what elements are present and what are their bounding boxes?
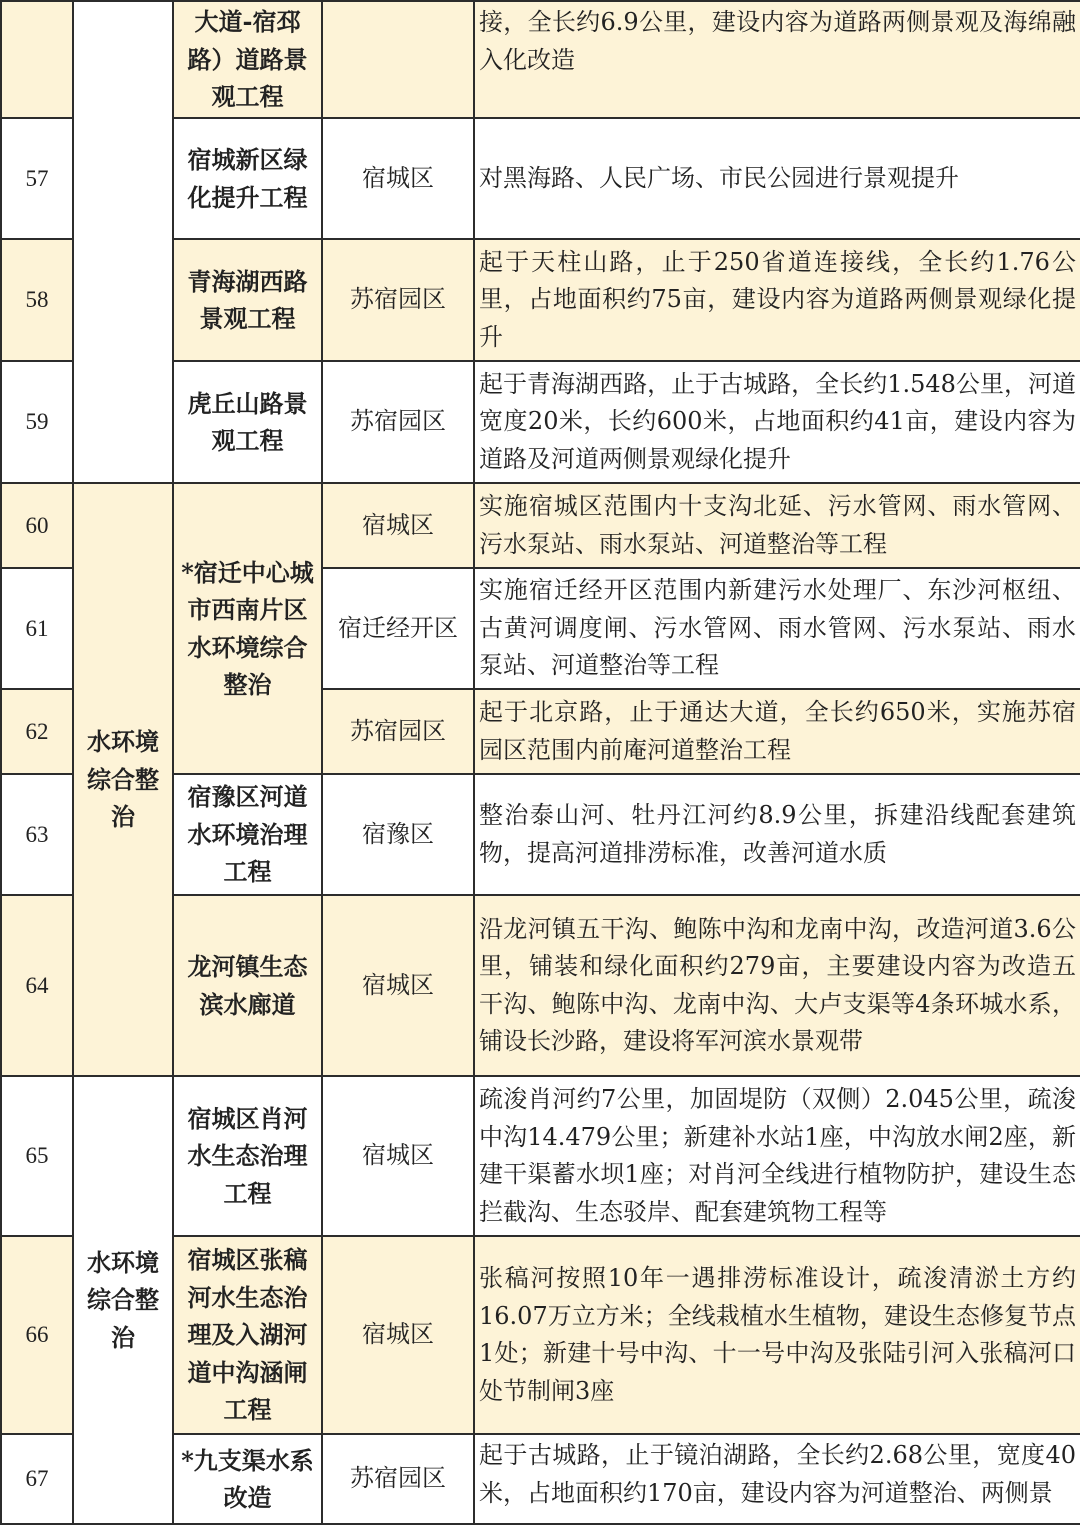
project-name: 宿城新区绿化提升工程 bbox=[173, 118, 322, 239]
project-name bbox=[173, 1, 322, 118]
row-number: 63 bbox=[1, 774, 73, 895]
district-cell: 宿城区 bbox=[322, 118, 474, 239]
district-cell: 宿城区 bbox=[322, 895, 474, 1076]
row-number: 61 bbox=[1, 568, 73, 689]
name-text: 大道-宿邳路）道路景观工程 bbox=[187, 7, 308, 112]
content-cell: 整治泰山河、牡丹江河约8.9公里，拆建沿线配套建筑物，提高河道排涝标准，改善河道水质 bbox=[474, 774, 1080, 895]
table-row bbox=[1, 483, 1080, 568]
table-row bbox=[1, 1076, 1080, 1236]
row-number: 58 bbox=[1, 239, 73, 361]
content-cell: 起于天柱山路，止于250省道连接线，全长约1.76公里，占地面积约75亩，建设内容为道路两侧景观绿化提升 bbox=[474, 239, 1080, 361]
project-name: 龙河镇生态滨水廊道 bbox=[173, 895, 322, 1076]
category-cell bbox=[73, 1, 173, 483]
project-name: *宿迁中心城市西南片区水环境综合整治 bbox=[173, 483, 322, 774]
row-number: 65 bbox=[1, 1076, 73, 1236]
content-cell: 对黑海路、人民广场、市民公园进行景观提升 bbox=[474, 118, 1080, 239]
project-name: 宿城区肖河水生态治理工程 bbox=[173, 1076, 322, 1236]
district-cell: 苏宿园区 bbox=[322, 1434, 474, 1524]
row-number: 67 bbox=[1, 1434, 73, 1524]
row-number: 60 bbox=[1, 483, 73, 568]
row-number bbox=[1, 1, 73, 118]
content-cell: 起于北京路，止于通达大道，全长约650米，实施苏宿园区范围内前庵河道整治工程 bbox=[474, 689, 1080, 774]
content-cell: 张稿河按照10年一遇排涝标准设计，疏浚清淤土方约16.07万立方米；全线栽植水生植物，建设生态修复节点1处；新建十号中沟、十一号中沟及张陆引河入张稿河口处节制闸3座 bbox=[474, 1236, 1080, 1434]
district-cell: 宿城区 bbox=[322, 1236, 474, 1434]
row-number: 66 bbox=[1, 1236, 73, 1434]
content-cell: 起于古城路，止于镜泊湖路，全长约2.68公里，宽度40米，占地面积约170亩，建设内容为河道整治、两侧景 bbox=[474, 1434, 1080, 1524]
project-name: 青海湖西路景观工程 bbox=[173, 239, 322, 361]
content-cell: 接，全长约6.9公里，建设内容为道路两侧景观及海绵融入化改造 bbox=[474, 1, 1080, 118]
district-cell: 苏宿园区 bbox=[322, 239, 474, 361]
row-number: 64 bbox=[1, 895, 73, 1076]
content-cell: 沿龙河镇五干沟、鲍陈中沟和龙南中沟，改造河道3.6公里，铺装和绿化面积约279亩，主要建设内容为改造五干沟、鲍陈中沟、龙南中沟、大卢支渠等4条环城水系，铺设长沙路，建设将军河滨水景观带 bbox=[474, 895, 1080, 1076]
district-cell: 苏宿园区 bbox=[322, 689, 474, 774]
district-cell: 宿城区 bbox=[322, 1076, 474, 1236]
content-cell: 疏浚肖河约7公里，加固堤防（双侧）2.045公里，疏浚中沟14.479公里；新建补水站1座，中沟放水闸2座，新建干渠蓄水坝1座；对肖河全线进行植物防护，建设生态拦截沟、生态驳岸、配套建筑物工程等 bbox=[474, 1076, 1080, 1236]
project-name: 宿城区张稿河水生态治理及入湖河道中沟涵闸工程 bbox=[173, 1236, 322, 1434]
row-number: 62 bbox=[1, 689, 73, 774]
category-cell: 水环境综合整治 bbox=[73, 1076, 173, 1524]
district-cell: 宿豫区 bbox=[322, 774, 474, 895]
row-number: 59 bbox=[1, 361, 73, 483]
district-cell: 宿迁经开区 bbox=[322, 568, 474, 689]
category-cell: 水环境综合整治 bbox=[73, 483, 173, 1076]
content-cell: 实施宿迁经开区范围内新建污水处理厂、东沙河枢纽、古黄河调度闸、污水管网、雨水管网、污水泵站、雨水泵站、河道整治等工程 bbox=[474, 568, 1080, 689]
row-number: 57 bbox=[1, 118, 73, 239]
project-name: 宿豫区河道水环境治理工程 bbox=[173, 774, 322, 895]
content-cell: 实施宿城区范围内十支沟北延、污水管网、雨水管网、污水泵站、雨水泵站、河道整治等工程 bbox=[474, 483, 1080, 568]
content-cell: 起于青海湖西路，止于古城路，全长约1.548公里，河道宽度20米，长约600米，占地面积约41亩，建设内容为道路及河道两侧景观绿化提升 bbox=[474, 361, 1080, 483]
district-cell bbox=[322, 1, 474, 118]
district-cell: 宿城区 bbox=[322, 483, 474, 568]
project-name: *九支渠水系改造 bbox=[173, 1434, 322, 1524]
table-row bbox=[1, 1, 1080, 118]
project-name: 虎丘山路景观工程 bbox=[173, 361, 322, 483]
district-cell: 苏宿园区 bbox=[322, 361, 474, 483]
